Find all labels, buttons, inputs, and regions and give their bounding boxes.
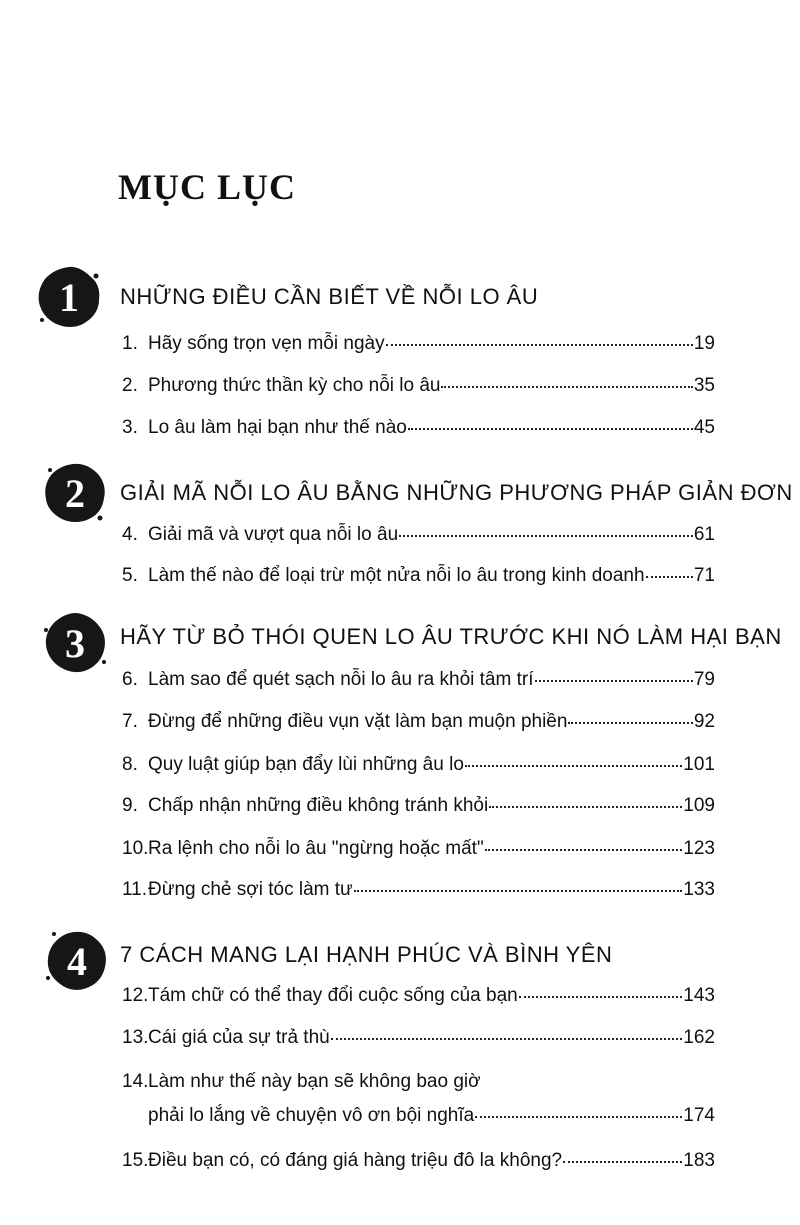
entry-page-number: 45 bbox=[693, 417, 715, 438]
entry-page-number: 143 bbox=[683, 985, 715, 1006]
entry-title-line1: Làm như thế này bạn sẽ không bao giờ bbox=[148, 1071, 481, 1092]
section-heading: GIẢI MÃ NỖI LO ÂU BẰNG NHỮNG PHƯƠNG PHÁP GIẢN ĐƠN bbox=[120, 480, 793, 505]
section-3-number-badge bbox=[42, 610, 108, 676]
dot-leader bbox=[489, 806, 682, 808]
entry-title: Phương thức thần kỳ cho nỗi lo âu bbox=[148, 375, 441, 396]
toc-entry[interactable] bbox=[122, 669, 715, 699]
entry-page-number: 183 bbox=[683, 1150, 715, 1171]
entry-number: 8. bbox=[122, 754, 138, 775]
entry-number: 5. bbox=[122, 565, 138, 586]
dot-leader bbox=[408, 428, 693, 430]
entry-page-number: 109 bbox=[683, 795, 715, 816]
entry-title: phải lo lắng về chuyện vô ơn bội nghĩa bbox=[148, 1105, 475, 1126]
section-heading: NHỮNG ĐIỀU CẦN BIẾT VỀ NỖI LO ÂU bbox=[120, 284, 539, 309]
toc-entry[interactable] bbox=[122, 795, 715, 825]
entry-number: 15. bbox=[122, 1150, 149, 1171]
entry-title: Lo âu làm hại bạn như thế nào bbox=[148, 417, 407, 438]
toc-entry[interactable] bbox=[122, 754, 715, 784]
dot-leader bbox=[441, 386, 692, 388]
dot-leader bbox=[386, 344, 693, 346]
entry-number: 1. bbox=[122, 333, 138, 354]
entry-number: 3. bbox=[122, 417, 138, 438]
entry-number: 2. bbox=[122, 375, 138, 396]
entry-page-number: 133 bbox=[683, 879, 715, 900]
entry-title: Đừng chẻ sợi tóc làm tư bbox=[148, 879, 353, 900]
toc-entry[interactable] bbox=[122, 565, 715, 595]
entry-title: Cái giá của sự trả thù bbox=[148, 1027, 330, 1048]
dot-leader bbox=[399, 535, 693, 537]
section-number: 4 bbox=[67, 938, 87, 984]
toc-entry[interactable] bbox=[122, 524, 715, 554]
entry-title: Giải mã và vượt qua nỗi lo âu bbox=[148, 524, 399, 545]
entry-number: 7. bbox=[122, 711, 138, 732]
dot-leader bbox=[331, 1038, 683, 1040]
entry-title: Đừng để những điều vụn vặt làm bạn muộn phiền bbox=[148, 711, 568, 732]
entry-title: Làm sao để quét sạch nỗi lo âu ra khỏi tâm trí bbox=[148, 669, 534, 690]
toc-entry[interactable] bbox=[122, 879, 715, 909]
toc-entry[interactable] bbox=[122, 985, 715, 1015]
section-number: 2 bbox=[65, 470, 85, 516]
toc-entry[interactable] bbox=[122, 1027, 715, 1057]
dot-leader bbox=[646, 576, 693, 578]
entry-number: 12. bbox=[122, 985, 149, 1006]
entry-page-number: 174 bbox=[683, 1105, 715, 1126]
dot-leader bbox=[563, 1161, 682, 1163]
toc-entry[interactable] bbox=[122, 711, 715, 741]
toc-entry[interactable] bbox=[122, 333, 715, 363]
entry-title: Hãy sống trọn vẹn mỗi ngày bbox=[148, 333, 385, 354]
toc-entry[interactable] bbox=[122, 838, 715, 868]
dot-leader bbox=[519, 996, 683, 998]
section-heading: HÃY TỪ BỎ THÓI QUEN LO ÂU TRƯỚC KHI NÓ LÀM HẠI BẠN bbox=[120, 624, 782, 649]
entry-title: Làm thế nào để loại trừ một nửa nỗi lo âu trong kinh doanh bbox=[148, 565, 645, 586]
entry-title: Quy luật giúp bạn đẩy lùi những âu lo bbox=[148, 754, 464, 775]
entry-page-number: 92 bbox=[693, 711, 715, 732]
dot-leader bbox=[475, 1116, 682, 1118]
entry-page-number: 35 bbox=[693, 375, 715, 396]
section-4-number-badge bbox=[44, 928, 110, 994]
dot-leader bbox=[465, 765, 682, 767]
dot-leader bbox=[568, 722, 692, 724]
entry-page-number: 19 bbox=[693, 333, 715, 354]
entry-page-number: 162 bbox=[683, 1027, 715, 1048]
entry-number: 6. bbox=[122, 669, 138, 690]
toc-entry-first-line[interactable] bbox=[122, 1071, 481, 1093]
toc-entry[interactable] bbox=[122, 1105, 715, 1135]
entry-page-number: 101 bbox=[683, 754, 715, 775]
entry-number: 10. bbox=[122, 838, 149, 859]
entry-title: Tám chữ có thể thay đổi cuộc sống của bạn bbox=[148, 985, 518, 1006]
section-2-number-badge bbox=[42, 460, 108, 526]
dot-leader bbox=[535, 680, 693, 682]
entry-title: Điều bạn có, có đáng giá hàng triệu đô la không? bbox=[148, 1150, 563, 1171]
toc-entry[interactable] bbox=[122, 1150, 715, 1180]
dot-leader bbox=[485, 849, 683, 851]
entry-page-number: 61 bbox=[693, 524, 715, 545]
page-title: MỤC LỤC bbox=[118, 167, 296, 207]
toc-entry[interactable] bbox=[122, 375, 715, 405]
section-number: 3 bbox=[65, 620, 85, 666]
entry-number: 14. bbox=[122, 1071, 149, 1092]
dot-leader bbox=[354, 890, 683, 892]
entry-page-number: 123 bbox=[683, 838, 715, 859]
entry-title: Chấp nhận những điều không tránh khỏi bbox=[148, 795, 489, 816]
entry-number: 4. bbox=[122, 524, 138, 545]
section-number: 1 bbox=[59, 274, 79, 320]
entry-page-number: 79 bbox=[693, 669, 715, 690]
entry-number: 11. bbox=[122, 879, 148, 900]
entry-page-number: 71 bbox=[693, 565, 715, 586]
toc-entry[interactable] bbox=[122, 417, 715, 447]
section-heading: 7 CÁCH MANG LẠI HẠNH PHÚC VÀ BÌNH YÊN bbox=[120, 942, 613, 967]
entry-title: Ra lệnh cho nỗi lo âu "ngừng hoặc mất" bbox=[148, 838, 484, 859]
entry-number: 9. bbox=[122, 795, 138, 816]
entry-number: 13. bbox=[122, 1027, 149, 1048]
section-1-number-badge bbox=[36, 264, 102, 330]
